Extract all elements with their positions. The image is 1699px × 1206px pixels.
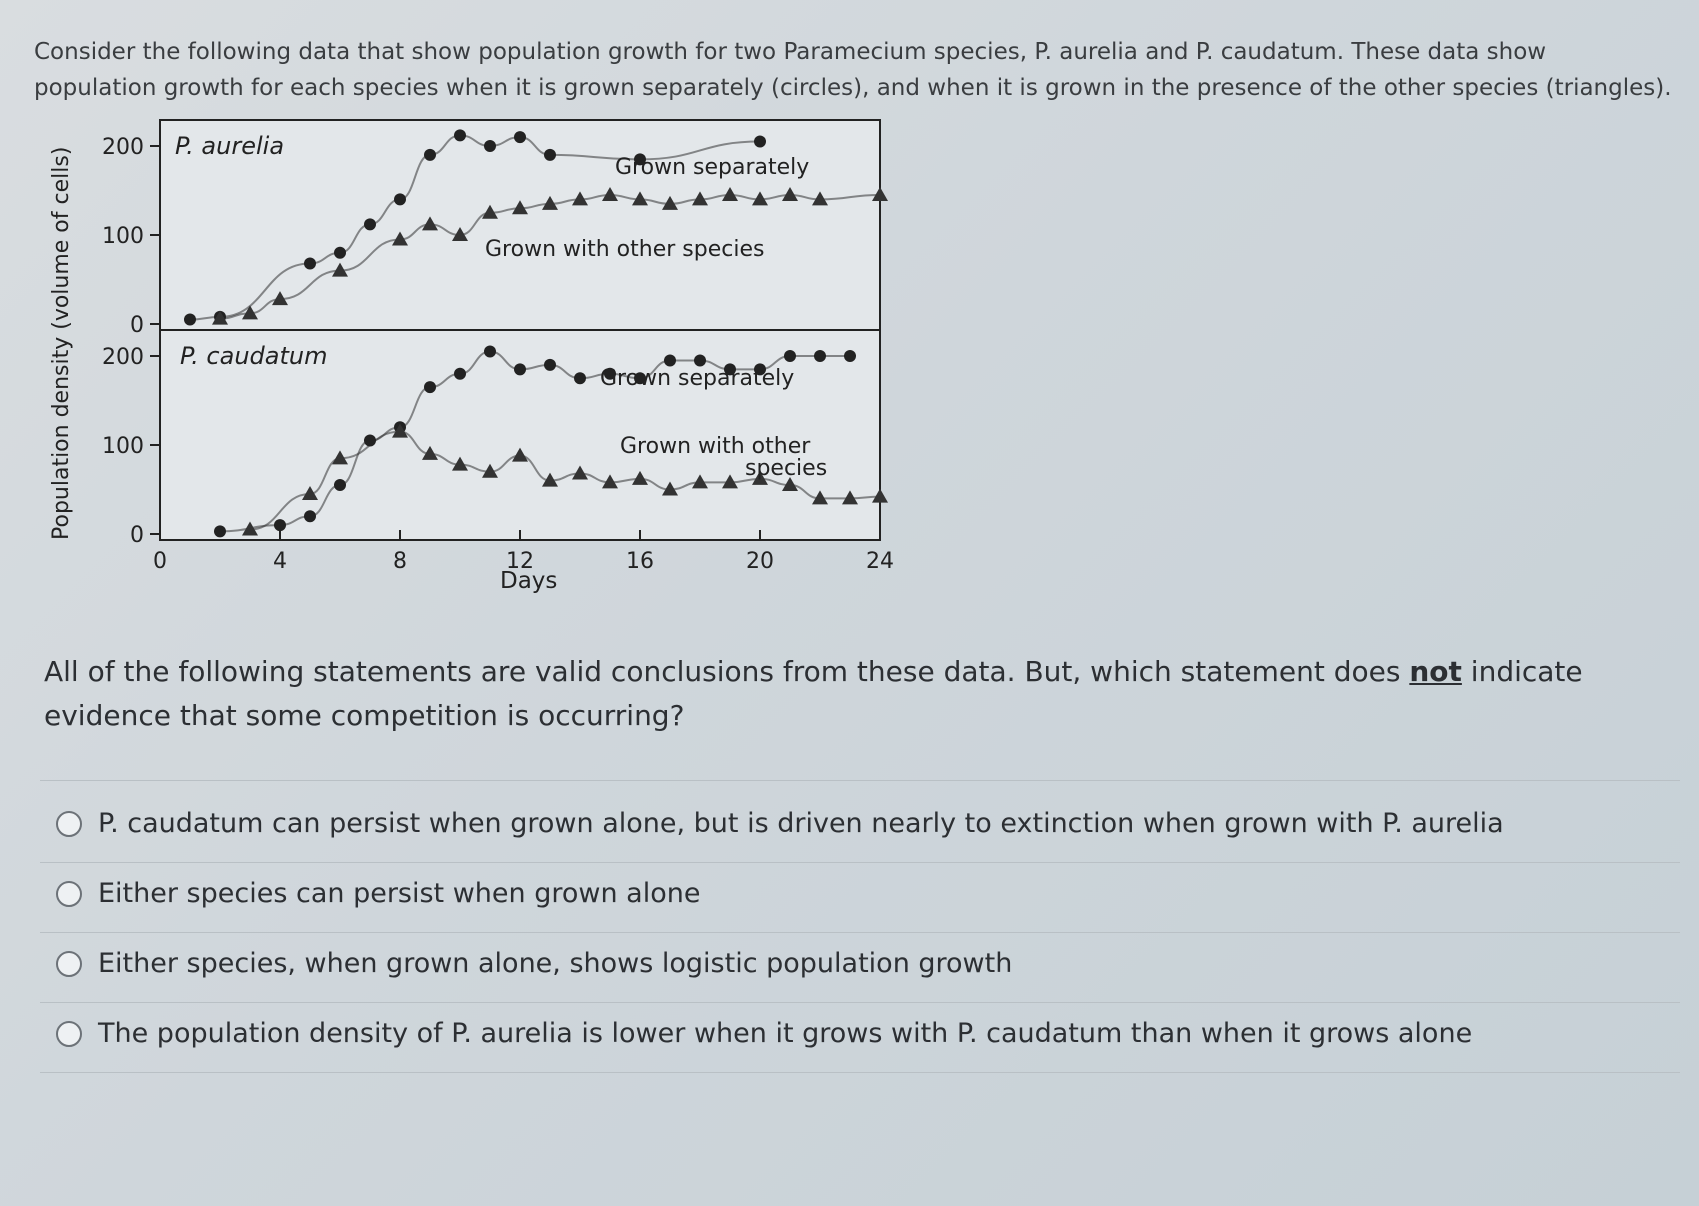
data-point-circle bbox=[304, 510, 316, 522]
x-tick-label: 8 bbox=[393, 549, 407, 574]
data-point-circle bbox=[514, 131, 526, 143]
data-point-circle bbox=[364, 218, 376, 230]
data-point-circle bbox=[754, 136, 766, 148]
data-point-circle bbox=[334, 479, 346, 491]
data-point-circle bbox=[664, 354, 676, 366]
data-point-circle bbox=[484, 140, 496, 152]
data-point-circle bbox=[454, 368, 466, 380]
panel-caudatum-label: P. caudatum bbox=[180, 342, 328, 370]
data-point-circle bbox=[844, 350, 856, 362]
population-charts bbox=[40, 110, 900, 650]
data-point-circle bbox=[274, 519, 286, 531]
data-point-circle bbox=[484, 346, 496, 358]
data-point-circle bbox=[214, 525, 226, 537]
bottom-other-label-line1: Grown with other bbox=[620, 434, 811, 459]
y-tick-label: 200 bbox=[102, 345, 144, 370]
data-point-circle bbox=[814, 350, 826, 362]
answer-option-2-text: Either species can persist when grown alone bbox=[98, 878, 701, 909]
question-text-after: indicate evidence that some competition is occurring? bbox=[44, 655, 1583, 732]
divider bbox=[40, 932, 1680, 933]
question-emphasis: not bbox=[1409, 655, 1462, 688]
data-point-circle bbox=[424, 381, 436, 393]
x-axis-label: Days bbox=[500, 568, 558, 594]
divider bbox=[40, 862, 1680, 863]
answer-option-3-text: Either species, when grown alone, shows logistic population growth bbox=[98, 948, 1013, 979]
data-point-circle bbox=[784, 350, 796, 362]
answer-option-1[interactable] bbox=[56, 808, 1504, 839]
top-separately-label: Grown separately bbox=[615, 155, 810, 180]
radio-button-icon[interactable] bbox=[56, 1021, 82, 1047]
data-point-circle bbox=[574, 372, 586, 384]
answer-option-1-text: P. caudatum can persist when grown alone, but is driven nearly to extinction when grown with P. aurelia bbox=[98, 808, 1504, 839]
data-point-circle bbox=[184, 314, 196, 326]
bottom-separately-label: Grown separately bbox=[600, 366, 795, 391]
radio-button-icon[interactable] bbox=[56, 951, 82, 977]
x-tick-label: 16 bbox=[626, 549, 654, 574]
panel-aurelia-label: P. aurelia bbox=[175, 132, 285, 160]
divider bbox=[40, 1072, 1680, 1073]
answer-option-2[interactable] bbox=[56, 878, 700, 909]
radio-button-icon[interactable] bbox=[56, 811, 82, 837]
data-point-circle bbox=[544, 359, 556, 371]
x-tick-label: 4 bbox=[273, 549, 287, 574]
y-tick-label: 0 bbox=[130, 313, 144, 338]
data-point-circle bbox=[694, 354, 706, 366]
y-tick-label: 100 bbox=[102, 434, 144, 459]
question-text-before: All of the following statements are valid conclusions from these data. But, which statement does bbox=[44, 655, 1410, 688]
y-tick-label: 200 bbox=[102, 135, 144, 160]
data-point-circle bbox=[544, 149, 556, 161]
x-tick-label: 20 bbox=[746, 549, 774, 574]
data-point-circle bbox=[394, 193, 406, 205]
y-tick-label: 100 bbox=[102, 224, 144, 249]
x-tick-label: 12 bbox=[506, 549, 534, 574]
answer-option-4[interactable] bbox=[56, 1018, 1472, 1049]
y-tick-label: 0 bbox=[130, 523, 144, 548]
top-other-label: Grown with other species bbox=[485, 237, 765, 262]
x-tick-label: 24 bbox=[866, 549, 894, 574]
radio-button-icon[interactable] bbox=[56, 881, 82, 907]
data-point-circle bbox=[514, 363, 526, 375]
data-point-circle bbox=[304, 257, 316, 269]
question-text bbox=[44, 650, 1684, 738]
answer-option-3[interactable] bbox=[56, 948, 1012, 979]
x-tick-label: 0 bbox=[153, 549, 167, 574]
intro-text: Consider the following data that show population growth for two Paramecium species, P. aurelia and P. caudatum. These data show population growth for each species when it is grown separately (circles), and when it is grown in the presence of the other species (triangles). bbox=[34, 39, 1672, 101]
bottom-other-label-line2: species bbox=[745, 456, 828, 481]
answer-option-4-text: The population density of P. aurelia is lower when it grows with P. caudatum than when it grows alone bbox=[98, 1018, 1473, 1049]
data-point-circle bbox=[454, 129, 466, 141]
divider bbox=[40, 780, 1680, 781]
data-point-circle bbox=[334, 247, 346, 259]
data-point-circle bbox=[424, 149, 436, 161]
data-point-circle bbox=[364, 435, 376, 447]
divider bbox=[40, 1002, 1680, 1003]
y-axis-label: Population density (volume of cells) bbox=[49, 146, 74, 540]
population-growth-figure bbox=[40, 110, 900, 650]
